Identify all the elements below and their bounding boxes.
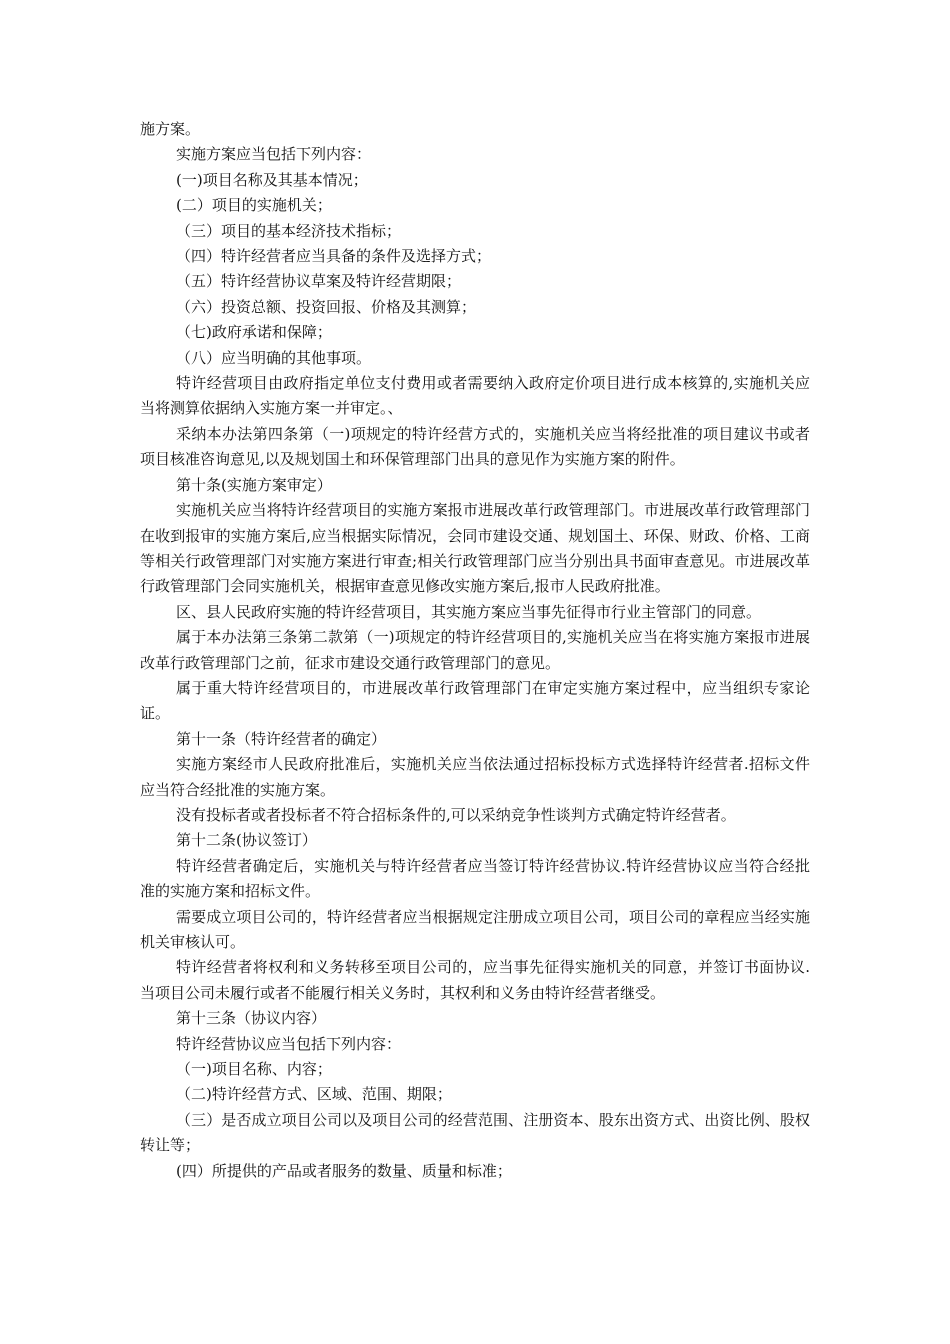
article-heading: 第十一条（特许经营者的确定） [176, 729, 387, 748]
paragraph: 没有投标者或者投标者不符合招标条件的,可以采纳竞争性谈判方式确定特许经营者。 [176, 805, 736, 824]
list-item: （七)政府承诺和保障； [176, 323, 332, 342]
paragraph: 施方案。 [140, 120, 201, 138]
list-item: （八）应当明确的其他事项。 [176, 348, 372, 367]
paragraph: 采纳本办法第四条第（一)项规定的特许经营方式的，实施机关应当将经批准的项目建议书或者项目核准咨询意见,以及规划国土和环保管理部门出具的意见作为实施方案的附件。 [140, 424, 810, 469]
paragraph: 特许经营者将权利和义务转移至项目公司的，应当事先征得实施机关的同意，并签订书面协议.当项目公司未履行或者不能履行相关义务时，其权利和义务由特许经营者继受。 [140, 958, 810, 1002]
list-item: （四）特许经营者应当具备的条件及选择方式； [176, 247, 492, 266]
list-item: （三）是否成立项目公司以及项目公司的经营范围、注册资本、股东出资方式、出资比例、股权转让等； [140, 1110, 810, 1155]
paragraph: 区、县人民政府实施的特许经营项目，其实施方案应当事先征得市行业主管部门的同意。 [176, 602, 762, 621]
paragraph: 特许经营项目由政府指定单位支付费用或者需要纳入政府定价项目进行成本核算的,实施机关应当将测算依据纳入实施方案一并审定。、 [140, 374, 810, 418]
article-heading: 第十三条（协议内容） [176, 1009, 327, 1028]
paragraph: 属于本办法第三条第二款第（一)项规定的特许经营项目的,实施机关应当在将实施方案报市进展改革行政管理部门之前，征求市建设交通行政管理部门的意见。 [140, 628, 810, 672]
article-heading: 第十二条(协议签订） [176, 831, 317, 850]
list-item: （三）项目的基本经济技术指标； [176, 221, 402, 240]
list-item: （五）特许经营协议草案及特许经营期限； [176, 272, 462, 291]
paragraph: 实施机关应当将特许经营项目的实施方案报市进展改革行政管理部门。市进展改革行政管理部门在收到报审的实施方案后,应当根据实际情况，会同市建设交通、规划国土、环保、财政、价格、工商等相关行政管理部门对实施方案进行审查;相关行政管理部门应当分别出具书面审查意见。市进展改革行政管理部门会同实施机关，根据审查意见修改实施方案后,报市人民政府批准。 [140, 501, 810, 596]
paragraph: 特许经营协议应当包括下列内容： [176, 1034, 402, 1053]
article-heading: 第十条(实施方案审定） [176, 475, 332, 494]
list-item: （六）投资总额、投资回报、价格及其测算； [176, 297, 477, 316]
paragraph: 特许经营者确定后，实施机关与特许经营者应当签订特许经营协议.特许经营协议应当符合经批准的实施方案和招标文件。 [140, 856, 810, 901]
list-item: （二)特许经营方式、区域、范围、期限； [176, 1085, 452, 1104]
paragraph: 需要成立项目公司的，特许经营者应当根据规定注册成立项目公司，项目公司的章程应当经实施机关审核认可。 [140, 907, 810, 951]
paragraph: 实施方案应当包括下列内容： [176, 145, 372, 164]
list-item: (二）项目的实施机关； [176, 196, 332, 215]
list-item: （一)项目名称、内容； [176, 1060, 332, 1079]
list-item: (四）所提供的产品或者服务的数量、质量和标准； [176, 1161, 512, 1180]
document-body [140, 117, 810, 1184]
list-item: (一)项目名称及其基本情况； [176, 170, 368, 189]
paragraph: 属于重大特许经营项目的，市进展改革行政管理部门在审定实施方案过程中，应当组织专家论证。 [140, 678, 810, 723]
paragraph: 实施方案经市人民政府批准后，实施机关应当依法通过招标投标方式选择特许经营者.招标文件应当符合经批准的实施方案。 [140, 755, 810, 799]
